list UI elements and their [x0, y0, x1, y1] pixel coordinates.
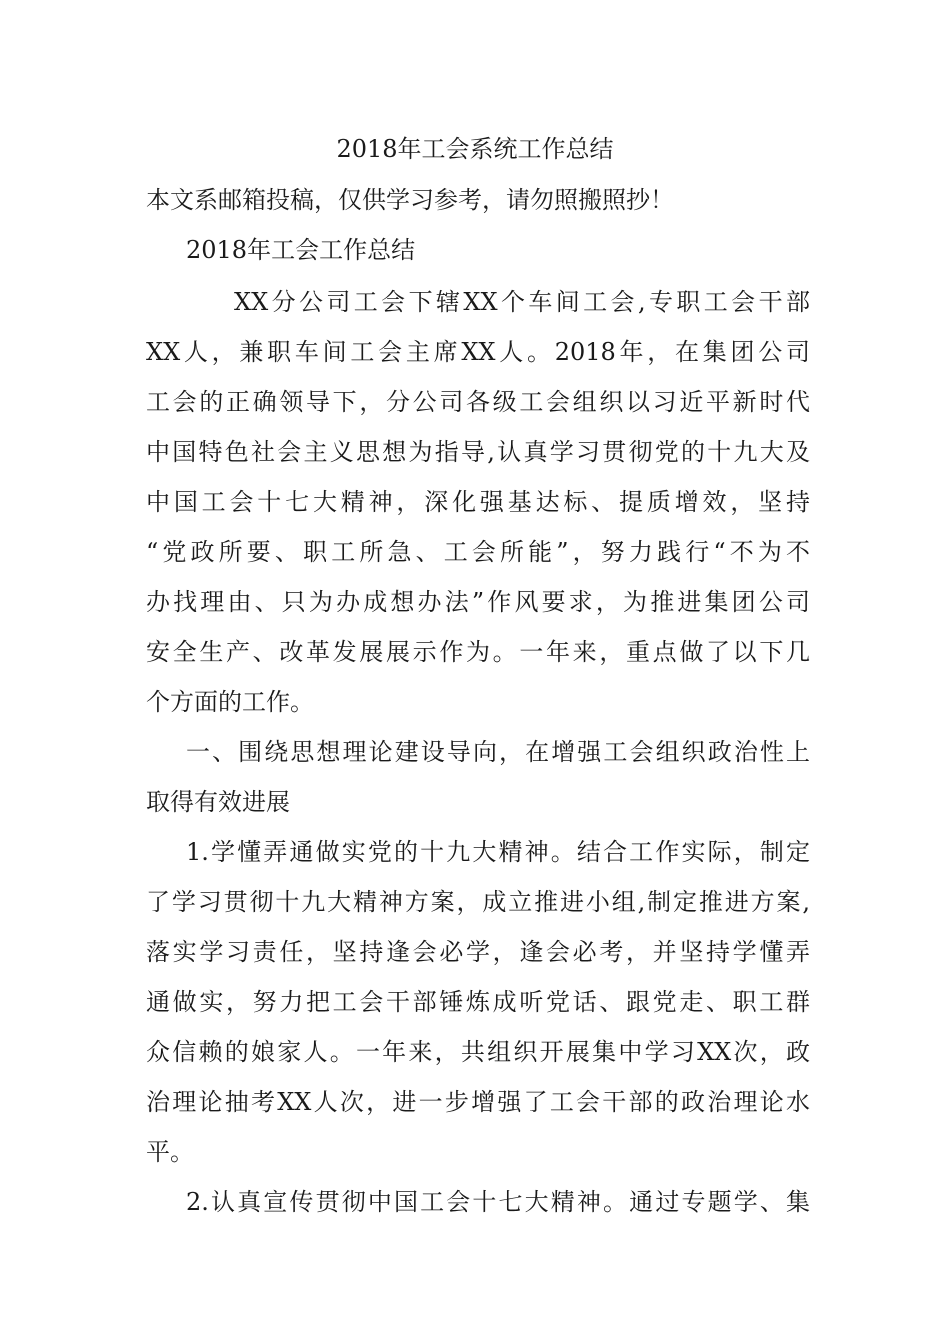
body-line: 落实学习责任，坚持逢会必学，逢会必考，并坚持学懂弄 [146, 938, 810, 966]
body-line: 1.学懂弄通做实党的十九大精神。结合工作实际，制定 [186, 838, 810, 866]
body-line: 办找理由、只为办成想办法”作风要求，为推进集团公司 [146, 588, 810, 616]
document-body [146, 284, 810, 1234]
body-line: 治理论抽考XX人次，进一步增强了工会干部的政治理论水 [146, 1088, 810, 1116]
body-line: 工会的正确领导下，分公司各级工会组织以习近平新时代 [146, 388, 810, 416]
body-line: “党政所要、职工所急、工会所能”，努力践行“不为不 [146, 538, 810, 566]
body-line: 众信赖的娘家人。一年来，共组织开展集中学习XX次，政 [146, 1038, 810, 1066]
document-subtitle: 2018年工会工作总结 [186, 236, 416, 264]
body-line: 了学习贯彻十九大精神方案，成立推进小组,制定推进方案, [146, 888, 810, 916]
document-title: 2018年工会系统工作总结 [336, 135, 614, 163]
body-line: 平。 [146, 1138, 194, 1166]
document-notice: 本文系邮箱投稿，仅供学习参考，请勿照搬照抄！ [146, 186, 674, 214]
body-line: 2.认真宣传贯彻中国工会十七大精神。通过专题学、集 [186, 1188, 810, 1216]
body-line: 中国特色社会主义思想为指导,认真学习贯彻党的十九大及 [146, 438, 810, 466]
body-line: 个方面的工作。 [146, 688, 314, 716]
section-heading-line: 取得有效进展 [146, 788, 290, 816]
body-line: 通做实，努力把工会干部锤炼成听党话、跟党走、职工群 [146, 988, 810, 1016]
body-line: 安全生产、改革发展展示作为。一年来，重点做了以下几 [146, 638, 810, 666]
body-line: XX人，兼职车间工会主席XX人。2018年，在集团公司 [146, 338, 810, 366]
body-line: XX分公司工会下辖XX个车间工会,专职工会干部 [234, 288, 810, 316]
section-heading-line: 一、围绕思想理论建设导向，在增强工会组织政治性上 [186, 738, 810, 766]
body-line: 中国工会十七大精神，深化强基达标、提质增效，坚持 [146, 488, 810, 516]
